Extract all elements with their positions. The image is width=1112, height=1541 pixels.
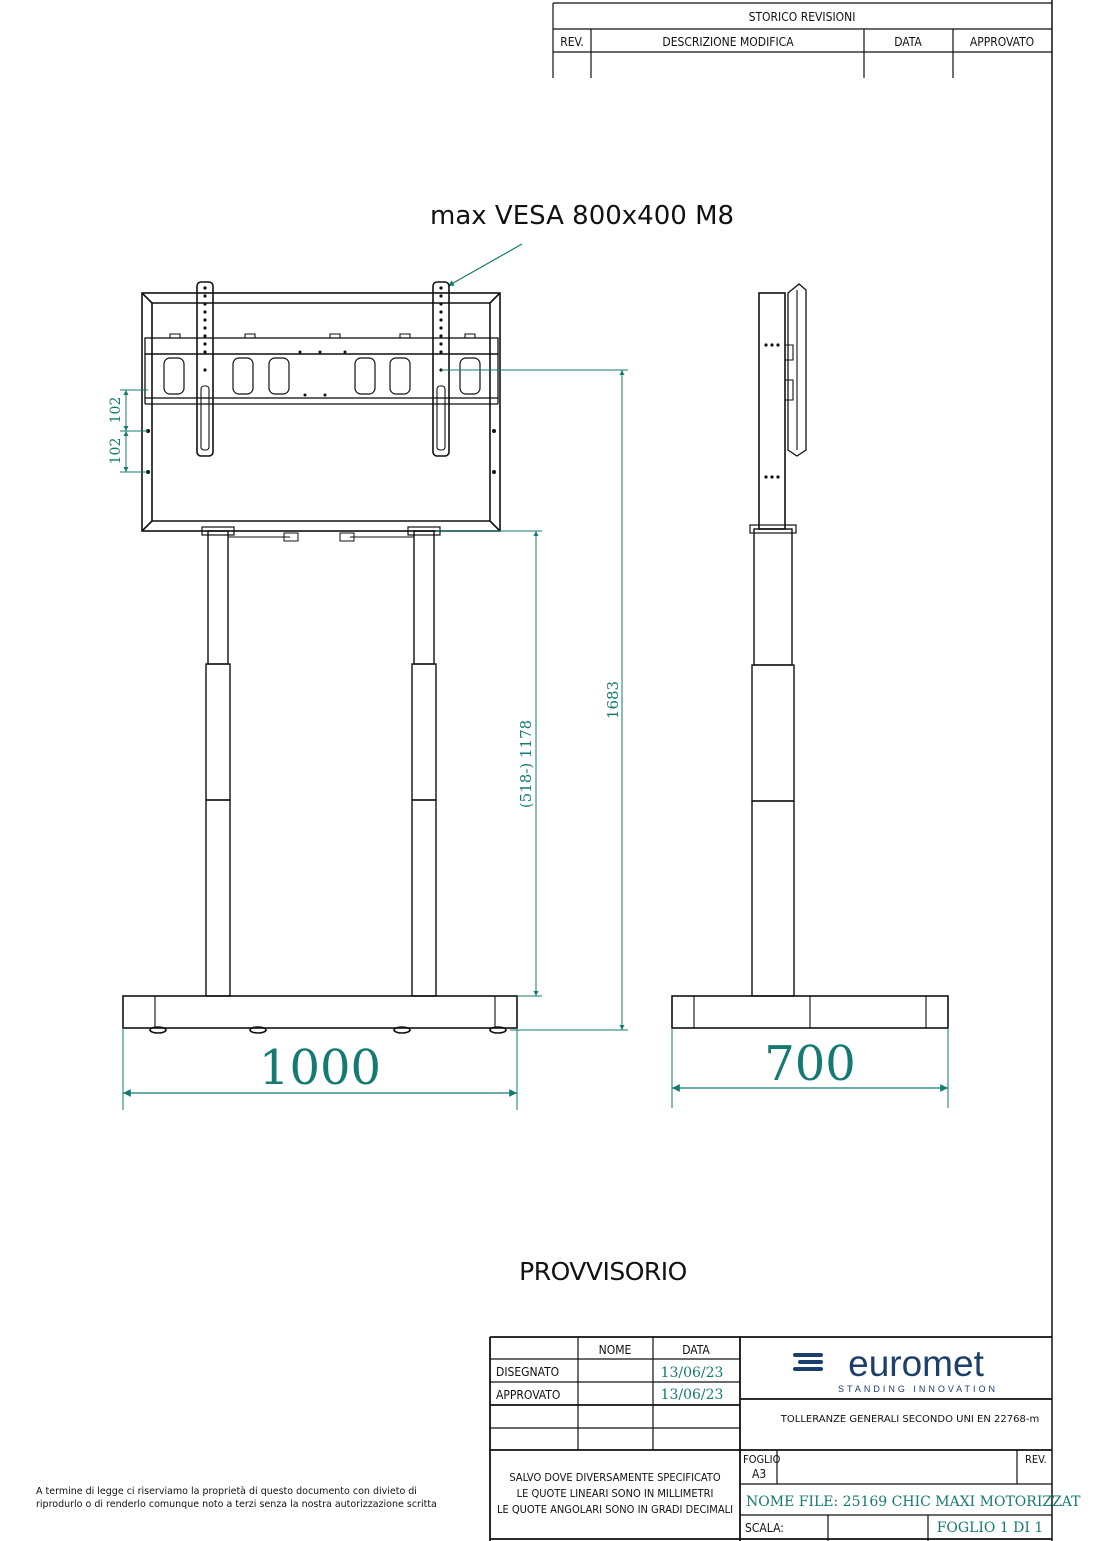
brand-tagline: STANDING INNOVATION [837, 1384, 999, 1394]
column-right-lower [412, 800, 436, 996]
spec-note-1: SALVO DOVE DIVERSAMENTE SPECIFICATO [509, 1471, 721, 1484]
legal-notice-line-1: A termine di legge ci riserviamo la proprietà di questo documento con divieto di [36, 1486, 417, 1497]
mount-bracket [145, 338, 498, 354]
file-name: NOME FILE: 25169 CHIC MAXI MOTORIZZAT [746, 1494, 1081, 1510]
legal-notice-line-2: riprodurlo o di renderlo comunque noto a terzi senza la nostra autorizzazione scritta [36, 1499, 437, 1510]
column-left-mid [206, 664, 230, 800]
title-date-approvato: 13/06/23 [660, 1387, 724, 1403]
revision-header-desc: DESCRIZIONE MODIFICA [662, 35, 794, 49]
revision-header-rev: REV. [560, 35, 584, 49]
side-column-mid [752, 665, 794, 801]
sheet-number: FOGLIO 1 DI 1 [936, 1520, 1044, 1536]
tolerances-note: TOLLERANZE GENERALI SECONDO UNI EN 22768-m [780, 1414, 1040, 1425]
column-left-lower [206, 800, 230, 996]
title-date-disegnato: 13/06/23 [660, 1365, 724, 1381]
title-col-nome: NOME [598, 1343, 632, 1357]
dim-vesa-spacing-a: 102 [108, 396, 124, 424]
vesa-leader [448, 244, 522, 286]
brand-name: euromet [848, 1343, 984, 1384]
side-column-lower [752, 801, 794, 996]
front-base [123, 996, 517, 1028]
dim-column-travel: (518-) 1178 [517, 719, 535, 809]
side-view [672, 284, 948, 1028]
column-right-mid [412, 664, 436, 800]
foglio-label: FOGLIO [743, 1453, 781, 1466]
side-holes [764, 343, 779, 478]
column-left-upper [208, 531, 228, 664]
dim-height-total: 1683 [604, 680, 622, 720]
vesa-label: max VESA 800x400 M8 [430, 201, 735, 231]
side-column-upper [754, 529, 792, 665]
logo-mark-icon [793, 1353, 823, 1371]
status-label: PROVVISORIO [519, 1257, 687, 1286]
side-mount-post [759, 293, 785, 529]
front-view [123, 282, 517, 1033]
title-col-data: DATA [682, 1343, 710, 1357]
title-row-approvato: APPROVATO [496, 1388, 561, 1402]
dim-width-front: 1000 [258, 1040, 382, 1096]
mount-holes [146, 286, 496, 474]
column-right-upper [414, 531, 434, 664]
dim-depth-side: 700 [764, 1036, 856, 1092]
spec-note-2: LE QUOTE LINEARI SONO IN MILLIMETRI [516, 1487, 714, 1500]
revision-header-date: DATA [894, 35, 922, 49]
euromet-logo [793, 1343, 998, 1394]
scale-label: SCALA: [745, 1521, 784, 1535]
revision-header-approved: APPROVATO [969, 35, 1035, 49]
dim-vesa-spacing-b: 102 [108, 437, 124, 465]
title-row-disegnato: DISEGNATO [496, 1365, 560, 1379]
format-value: A3 [752, 1467, 767, 1481]
spec-note-3: LE QUOTE ANGOLARI SONO IN GRADI DECIMALI [496, 1503, 734, 1516]
rev-label: REV. [1025, 1453, 1047, 1466]
revision-table-title: STORICO REVISIONI [748, 10, 856, 24]
screen-outer [142, 293, 500, 531]
